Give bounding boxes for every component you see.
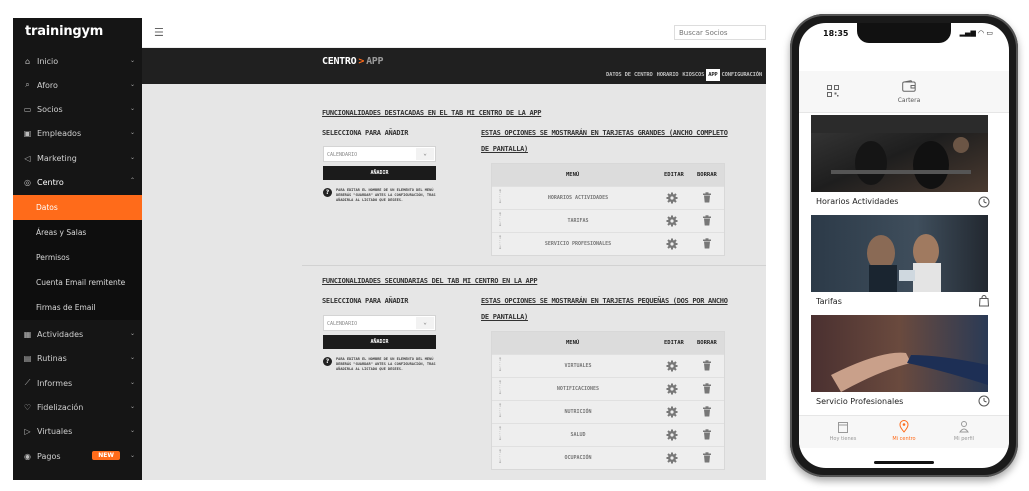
table-row xyxy=(492,423,724,446)
options-description: ESTAS OPCIONES SE MOSTRARÁN EN TARJETAS PEQUEÑAS (DOS POR ANCHO DE PANTALLA) xyxy=(481,297,728,321)
tab-datos-centro[interactable]: DATOS DE CENTRO xyxy=(605,72,653,78)
row-name: HORARIOS ACTIVIDADES xyxy=(547,195,609,201)
tab-app[interactable]: APP xyxy=(706,69,719,81)
drag-handle-icon[interactable]: ↑ ⋮ ↓ xyxy=(497,189,503,205)
user-icon[interactable] xyxy=(959,420,969,433)
gear-icon[interactable] xyxy=(666,215,678,227)
search-icon: ⌕ xyxy=(25,80,30,89)
col-borrar: BORRAR xyxy=(697,340,717,346)
sidebar-item-informes[interactable] xyxy=(13,371,142,395)
row-name: NUTRICIÓN xyxy=(564,409,592,415)
sidebar-item-fidelizacion[interactable] xyxy=(13,395,142,419)
table-row xyxy=(492,186,724,209)
tab-mi-perfil[interactable]: Mi perfil xyxy=(953,436,975,442)
trash-icon[interactable] xyxy=(702,383,712,394)
trash-icon[interactable] xyxy=(702,215,712,226)
chevron-up-icon: ⌃ xyxy=(129,177,135,184)
select-value: CALENDARIO xyxy=(327,321,358,327)
secondary-menu-table xyxy=(491,331,725,470)
trash-icon[interactable] xyxy=(702,192,712,203)
chevron-down-icon: ⌄ xyxy=(129,105,135,112)
qr-code-icon[interactable] xyxy=(827,85,839,97)
add-button[interactable]: AÑADIR xyxy=(323,166,436,180)
card-label[interactable]: Tarifas xyxy=(816,297,842,306)
gear-icon[interactable] xyxy=(666,429,678,441)
page-title xyxy=(322,56,383,67)
table-row xyxy=(492,232,724,255)
phone-notch xyxy=(857,23,951,43)
id-card-icon: ▭ xyxy=(23,104,32,114)
phone-mockup xyxy=(790,14,1018,477)
section-divider xyxy=(302,265,766,266)
clock-icon xyxy=(978,395,990,407)
table-row xyxy=(492,209,724,232)
sidebar-item-marketing[interactable] xyxy=(13,146,142,170)
section-title-secondary: FUNCIONALIDADES SECUNDARIAS DEL TAB MI CENTRO EN LA APP xyxy=(322,277,538,285)
card-label[interactable]: Horarios Actividades xyxy=(816,197,899,206)
row-name: NOTIFICACIONES xyxy=(556,386,600,392)
sidebar-item-label: Pagos xyxy=(37,451,61,461)
col-editar: EDITAR xyxy=(664,340,684,346)
megaphone-icon: ◁ xyxy=(24,153,31,163)
select-value: CALENDARIO xyxy=(327,152,358,158)
sidebar-subitem-datos[interactable]: Datos xyxy=(13,195,142,220)
phone-top-actions xyxy=(799,71,1009,113)
shopping-bag-icon xyxy=(978,295,990,307)
sidebar-item-label: Virtuales xyxy=(37,426,73,436)
wallet-icon[interactable] xyxy=(902,80,916,92)
location-pin-icon[interactable] xyxy=(899,420,909,433)
table-header xyxy=(492,164,724,186)
coin-icon: ◉ xyxy=(24,451,31,461)
sidebar-item-label: Actividades xyxy=(37,329,84,339)
drag-handle-icon[interactable]: ↑ ⋮ ↓ xyxy=(497,449,503,465)
sidebar-item-label: Rutinas xyxy=(37,353,67,363)
tab-hoy-tienes[interactable]: Hoy tienes xyxy=(829,436,857,442)
tab-kioscos[interactable]: KIOSCOS xyxy=(682,72,705,78)
sidebar-item-centro[interactable] xyxy=(13,170,142,194)
add-button[interactable]: AÑADIR xyxy=(323,335,436,349)
card-image-tarifas[interactable] xyxy=(811,215,988,292)
home-indicator xyxy=(874,461,934,464)
drag-handle-icon[interactable]: ↑ ⋮ ↓ xyxy=(497,403,503,419)
sidebar-item-label: Inicio xyxy=(37,56,59,66)
breadcrumb-centro[interactable]: CENTRO xyxy=(322,56,357,67)
section-title-featured: FUNCIONALIDADES DESTACADAS EN EL TAB MI CENTRO DE LA APP xyxy=(322,109,542,117)
chart-icon: ⟋ xyxy=(24,378,31,387)
sidebar-item-pagos[interactable] xyxy=(13,444,142,468)
sidebar-item-label: Empleados xyxy=(37,128,82,138)
main-content xyxy=(142,84,766,480)
sidebar-subitem-permisos[interactable]: Permisos xyxy=(13,245,142,270)
trash-icon[interactable] xyxy=(702,429,712,440)
phone-screen xyxy=(799,23,1009,468)
options-description: ESTAS OPCIONES SE MOSTRARÁN EN TARJETAS GRANDES (ANCHO COMPLETO DE PANTALLA) xyxy=(481,129,728,153)
col-editar: EDITAR xyxy=(664,172,684,178)
chevron-down-icon: ⌄ xyxy=(129,57,135,64)
home-icon: ⌂ xyxy=(24,56,31,66)
feature-select[interactable] xyxy=(323,315,436,331)
breadcrumb-app: APP xyxy=(366,56,384,67)
card-image-horarios[interactable] xyxy=(811,115,988,192)
featured-menu-table xyxy=(491,163,725,256)
gear-icon[interactable] xyxy=(666,192,678,204)
select-label: SELECCIONA PARA AÑADIR xyxy=(322,297,409,305)
tab-configuracion[interactable]: CONFIGURACIÓN xyxy=(721,72,762,78)
tab-horario[interactable]: HORARIO xyxy=(656,72,679,78)
clipboard-icon: ▤ xyxy=(23,353,32,363)
video-icon: ▷ xyxy=(24,426,31,436)
row-name: SERVICIO PROFESIONALES xyxy=(544,241,612,247)
chevron-down-icon: ⌄ xyxy=(129,354,135,361)
status-time: 18:35 xyxy=(823,29,849,38)
search-members-input[interactable] xyxy=(674,25,766,40)
card-label[interactable]: Servicio Profesionales xyxy=(816,397,904,406)
drag-handle-icon[interactable]: ↑ ⋮ ↓ xyxy=(497,426,503,442)
help-text: PARA EDITAR EL NOMBRE DE UN ELEMENTO DEL MENÚ DEBERÁS "GUARDAR" ANTES LA CONFIGURACIÓN, TRAS AÑADIRLA AL LISTADO QUE DESEES. xyxy=(336,188,436,202)
sidebar-item-empleados[interactable] xyxy=(13,121,142,145)
tab-bar xyxy=(604,69,764,81)
sidebar-item-virtuales[interactable] xyxy=(13,419,142,443)
clock-icon xyxy=(978,196,990,208)
question-icon: ? xyxy=(323,357,332,366)
feature-select[interactable] xyxy=(323,146,436,162)
chevron-down-icon: ⌄ xyxy=(129,403,135,410)
table-row xyxy=(492,354,724,377)
trash-icon[interactable] xyxy=(702,360,712,371)
sidebar-item-label: Aforo xyxy=(37,80,58,90)
sidebar-item-label: Fidelización xyxy=(37,402,84,412)
drag-handle-icon[interactable]: ↑ ⋮ ↓ xyxy=(497,357,503,373)
sidebar-item-label: Centro xyxy=(37,177,64,187)
drag-handle-icon[interactable]: ↑ ⋮ ↓ xyxy=(497,212,503,228)
col-menu: MENÚ xyxy=(566,340,580,346)
calendar-icon: ▦ xyxy=(23,329,32,339)
card-image-servicio[interactable] xyxy=(811,315,988,392)
table-row xyxy=(492,400,724,423)
chevron-down-icon: ⌄ xyxy=(129,129,135,136)
gear-icon[interactable] xyxy=(666,238,678,250)
chevron-down-icon: ⌄ xyxy=(129,452,135,459)
chevron-down-icon: ⌄ xyxy=(129,81,135,88)
table-row xyxy=(492,377,724,400)
breadcrumb-separator: > xyxy=(358,56,365,67)
gym-photo-image xyxy=(811,115,988,192)
table-row xyxy=(492,446,724,469)
top-bar xyxy=(142,18,766,48)
gear-icon[interactable] xyxy=(666,383,678,395)
row-name: TARIFAS xyxy=(567,218,589,224)
chevron-down-icon: ⌄ xyxy=(129,427,135,434)
row-name: VIRTUALES xyxy=(564,363,592,369)
chevron-down-icon: ⌄ xyxy=(416,148,434,160)
col-borrar: BORRAR xyxy=(697,172,717,178)
badge-icon: ▣ xyxy=(23,128,32,138)
wallet-label[interactable]: Cartera xyxy=(897,97,921,104)
sidebar-item-actividades[interactable] xyxy=(13,322,142,346)
tab-mi-centro[interactable]: Mi centro xyxy=(892,436,916,442)
chevron-down-icon: ⌄ xyxy=(129,330,135,337)
chevron-down-icon: ⌄ xyxy=(129,379,135,386)
sidebar-item-socios[interactable] xyxy=(13,97,142,121)
sidebar-item-aforo[interactable] xyxy=(13,73,142,97)
row-name: OCUPACIÓN xyxy=(564,455,592,461)
sidebar-item-label: Informes xyxy=(37,378,73,388)
reception-photo-image xyxy=(811,215,988,292)
sidebar-item-label: Socios xyxy=(37,104,63,114)
drag-handle-icon[interactable]: ↑ ⋮ ↓ xyxy=(497,380,503,396)
gear-icon[interactable] xyxy=(666,360,678,372)
question-icon: ? xyxy=(323,188,332,197)
sidebar-item-rutinas[interactable] xyxy=(13,346,142,370)
sidebar-subitem-cuenta-email[interactable]: Cuenta Email remitente xyxy=(13,270,142,295)
sidebar xyxy=(13,18,142,480)
page-header xyxy=(142,48,766,84)
trash-icon[interactable] xyxy=(702,238,712,249)
location-icon: ◎ xyxy=(24,177,31,187)
drag-handle-icon[interactable]: ↑ ⋮ ↓ xyxy=(497,235,503,251)
app-logo[interactable]: trainingym xyxy=(25,24,104,39)
calendar-icon[interactable] xyxy=(838,421,848,433)
sidebar-item-label: Marketing xyxy=(37,153,77,163)
sidebar-item-inicio[interactable] xyxy=(13,49,142,73)
trash-icon[interactable] xyxy=(702,452,712,463)
sidebar-subitem-firmas-email[interactable]: Firmas de Email xyxy=(13,295,142,320)
signal-wifi-battery-icon: ▂▄▆ ◠ ▭ xyxy=(959,29,993,37)
col-menu: MENÚ xyxy=(566,172,580,178)
select-label: SELECCIONA PARA AÑADIR xyxy=(322,129,409,137)
gear-icon[interactable] xyxy=(666,452,678,464)
chevron-down-icon: ⌄ xyxy=(416,317,434,329)
help-text: PARA EDITAR EL NOMBRE DE UN ELEMENTO DEL MENÚ DEBERÁS "GUARDAR" ANTES LA CONFIGURACIÓN, TRAS AÑADIRLA AL LISTADO QUE DESEES. xyxy=(336,357,436,371)
row-name: SALUD xyxy=(570,432,586,438)
trash-icon[interactable] xyxy=(702,406,712,417)
sidebar-subitem-areas-salas[interactable]: Áreas y Salas xyxy=(13,220,142,245)
gear-icon[interactable] xyxy=(666,406,678,418)
table-header xyxy=(492,332,724,354)
handshake-photo-image xyxy=(811,315,988,392)
phone-tab-bar xyxy=(799,415,1009,448)
new-badge: NEW xyxy=(92,451,120,460)
chevron-down-icon: ⌄ xyxy=(129,154,135,161)
heart-icon: ♡ xyxy=(23,402,32,412)
menu-toggle-icon[interactable]: ☰ xyxy=(154,26,164,39)
